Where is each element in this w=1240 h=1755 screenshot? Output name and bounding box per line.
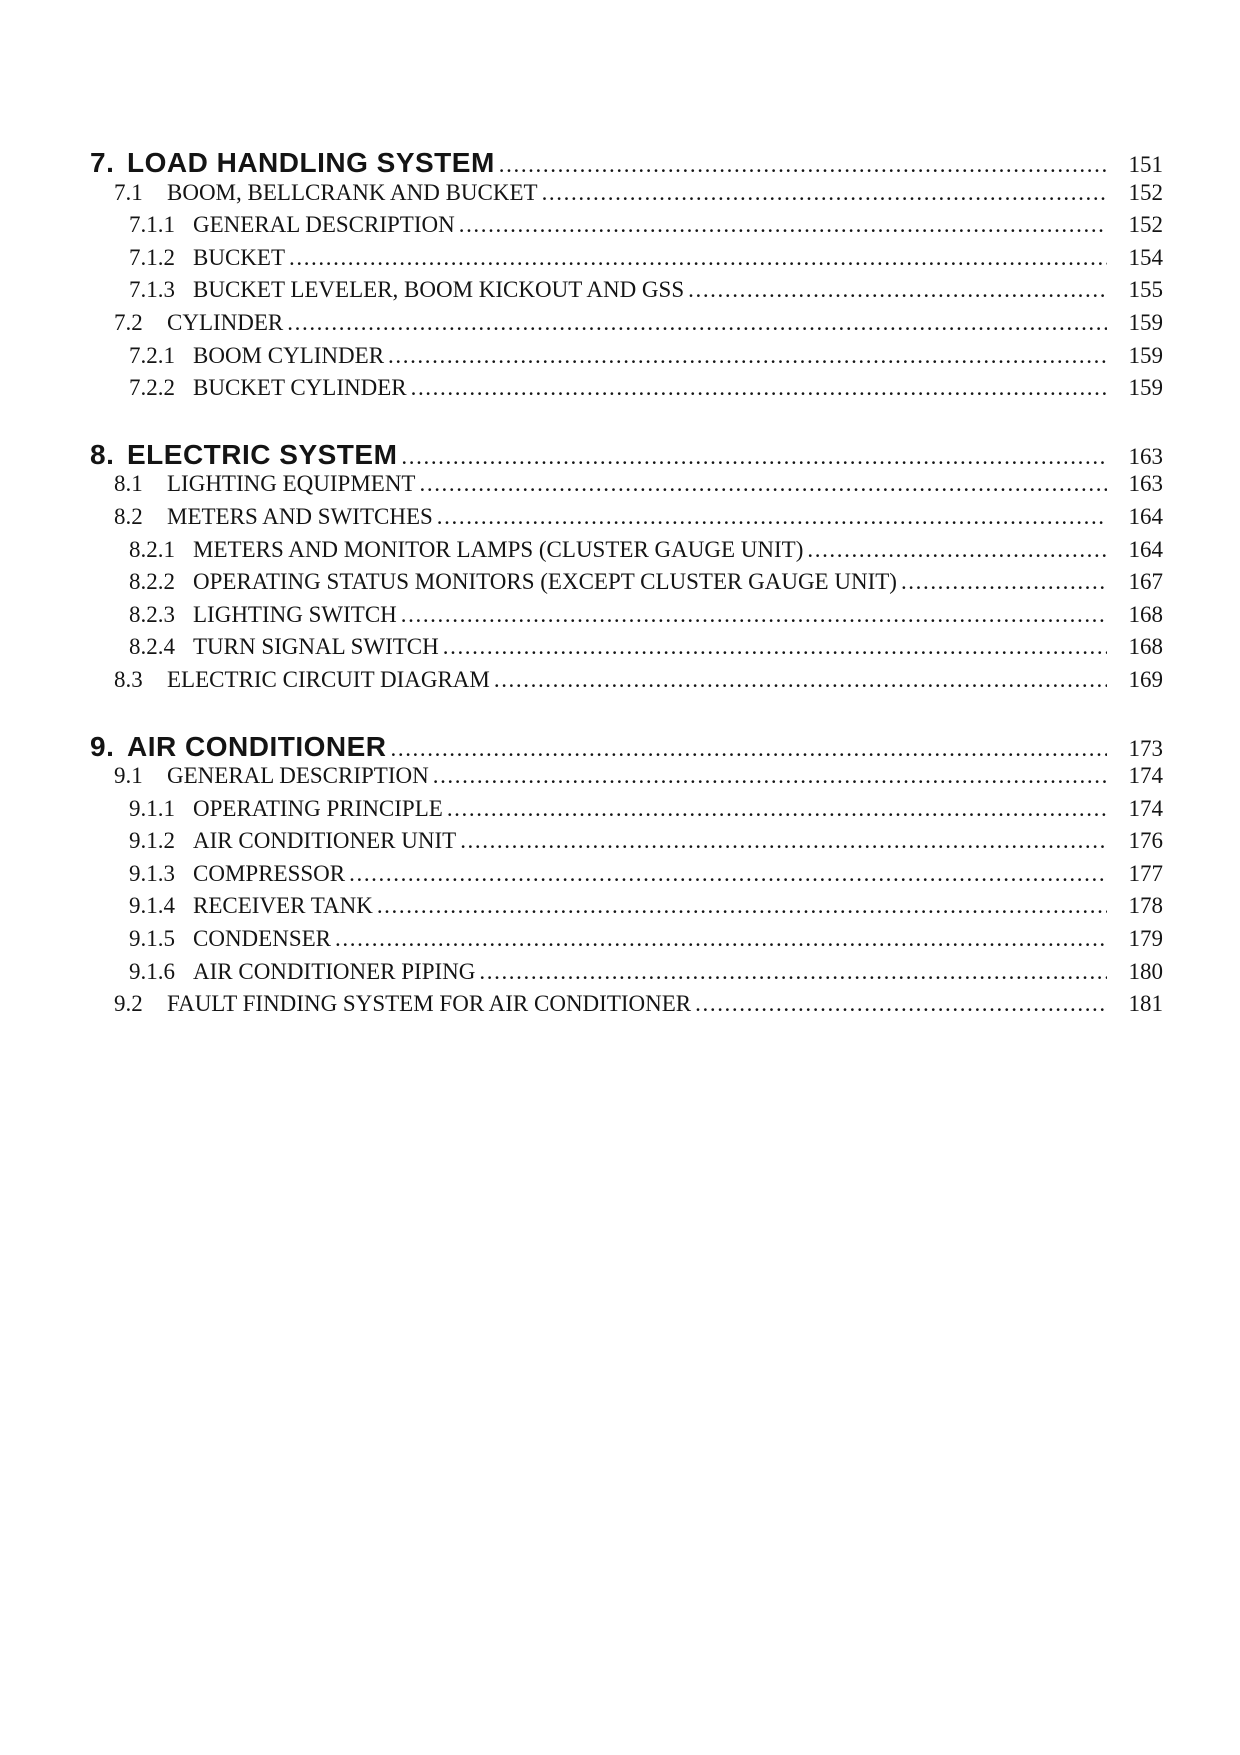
toc-section xyxy=(90,147,1163,408)
entry-page-number: 154 xyxy=(1128,244,1163,270)
entry-page-number: 164 xyxy=(1128,536,1163,562)
toc xyxy=(90,147,1163,1024)
entry-page-number: 180 xyxy=(1128,958,1163,984)
toc-section xyxy=(90,439,1163,700)
entry-title: COMPRESSOR xyxy=(193,860,346,886)
toc-entry-row xyxy=(129,926,1163,959)
entry-page-number: 152 xyxy=(1128,179,1163,205)
entry-number: 7.2.1 xyxy=(129,342,175,368)
toc-entry-row xyxy=(129,245,1163,278)
entry-number: 8.1 xyxy=(114,471,143,497)
dot-leader xyxy=(401,602,1107,628)
entry-title: GENERAL DESCRIPTION xyxy=(167,763,429,789)
entry-number: 8.3 xyxy=(114,666,143,692)
entry-number: 7.2.2 xyxy=(129,375,175,401)
entry-page-number: 169 xyxy=(1128,666,1163,692)
entry-title: OPERATING STATUS MONITORS (EXCEPT CLUSTER GAUGE UNIT) xyxy=(193,569,897,595)
entry-number: 9.1.3 xyxy=(129,860,175,886)
entry-title: BOOM, BELLCRANK AND BUCKET xyxy=(167,179,538,205)
entry-page-number: 155 xyxy=(1128,277,1163,303)
toc-entry-row xyxy=(129,796,1163,829)
dot-leader xyxy=(349,861,1107,887)
entry-page-number: 178 xyxy=(1128,893,1163,919)
toc-entry-row xyxy=(114,471,1163,504)
entry-page-number: 164 xyxy=(1128,503,1163,529)
dot-leader xyxy=(437,504,1107,530)
toc-entry-row xyxy=(129,634,1163,667)
dot-leader xyxy=(401,444,1107,470)
toc-heading-row xyxy=(90,147,1163,180)
dot-leader xyxy=(287,310,1107,336)
section-number: 8. xyxy=(90,438,115,470)
entry-number: 9.1.6 xyxy=(129,958,175,984)
section-title: ELECTRIC SYSTEM xyxy=(127,438,398,470)
toc-entry-row xyxy=(114,991,1163,1024)
entry-page-number: 152 xyxy=(1128,212,1163,238)
dot-leader xyxy=(542,180,1107,206)
toc-entry-row xyxy=(129,277,1163,310)
dot-leader xyxy=(443,634,1107,660)
entry-title: METERS AND SWITCHES xyxy=(167,503,433,529)
entry-title: BUCKET CYLINDER xyxy=(193,375,407,401)
dot-leader xyxy=(459,212,1107,238)
toc-entry-row xyxy=(114,504,1163,537)
toc-entry-row xyxy=(129,375,1163,408)
entry-page-number: 181 xyxy=(1128,991,1163,1017)
toc-heading-row xyxy=(90,439,1163,472)
entry-page-number: 159 xyxy=(1128,375,1163,401)
section-title: LOAD HANDLING SYSTEM xyxy=(127,147,495,178)
entry-title: GENERAL DESCRIPTION xyxy=(193,212,455,238)
dot-leader xyxy=(391,736,1108,762)
entry-title: CYLINDER xyxy=(167,309,284,335)
toc-entry-row xyxy=(114,667,1163,700)
entry-title: ELECTRIC CIRCUIT DIAGRAM xyxy=(167,666,490,692)
dot-leader xyxy=(494,667,1107,693)
entry-number: 9.1.4 xyxy=(129,893,175,919)
entry-number: 8.2.1 xyxy=(129,536,175,562)
entry-page-number: 159 xyxy=(1128,342,1163,368)
toc-entry-row xyxy=(129,959,1163,992)
dot-leader xyxy=(388,343,1107,369)
section-number: 7. xyxy=(90,147,115,178)
dot-leader xyxy=(460,828,1107,854)
toc-entry-row xyxy=(129,537,1163,570)
section-entries xyxy=(90,763,1163,1024)
section-page-number: 173 xyxy=(1128,735,1163,761)
entry-number: 7.1.1 xyxy=(129,212,175,238)
entry-page-number: 174 xyxy=(1128,795,1163,821)
entry-title: AIR CONDITIONER UNIT xyxy=(193,828,457,854)
toc-entry-row xyxy=(129,212,1163,245)
entry-number: 8.2.3 xyxy=(129,601,175,627)
entry-title: CONDENSER xyxy=(193,926,332,952)
entry-title: BUCKET LEVELER, BOOM KICKOUT AND GSS xyxy=(193,277,685,303)
entry-page-number: 168 xyxy=(1128,634,1163,660)
dot-leader xyxy=(901,569,1107,595)
toc-entry-row xyxy=(129,828,1163,861)
entry-page-number: 163 xyxy=(1128,471,1163,497)
toc-entry-row xyxy=(114,180,1163,213)
entry-number: 7.2 xyxy=(114,309,143,335)
toc-heading-row xyxy=(90,731,1163,764)
entry-page-number: 179 xyxy=(1128,926,1163,952)
section-number: 9. xyxy=(90,730,115,762)
entry-title: AIR CONDITIONER PIPING xyxy=(193,958,476,984)
entry-title: BUCKET xyxy=(193,244,285,270)
dot-leader xyxy=(447,796,1107,822)
dot-leader xyxy=(807,537,1107,563)
entry-page-number: 159 xyxy=(1128,309,1163,335)
toc-entry-row xyxy=(129,569,1163,602)
toc-entry-row xyxy=(129,343,1163,376)
entry-title: LIGHTING EQUIPMENT xyxy=(167,471,416,497)
dot-leader xyxy=(411,375,1107,401)
toc-entry-row xyxy=(129,893,1163,926)
section-entries xyxy=(90,471,1163,699)
entry-number: 8.2 xyxy=(114,503,143,529)
entry-number: 7.1 xyxy=(114,179,143,205)
entry-number: 9.2 xyxy=(114,991,143,1017)
entry-page-number: 176 xyxy=(1128,828,1163,854)
dot-leader xyxy=(335,926,1107,952)
toc-entry-row xyxy=(129,602,1163,635)
toc-entry-row xyxy=(114,763,1163,796)
entry-page-number: 174 xyxy=(1128,763,1163,789)
dot-leader xyxy=(377,893,1107,919)
entry-page-number: 168 xyxy=(1128,601,1163,627)
dot-leader xyxy=(499,152,1107,178)
entry-title: LIGHTING SWITCH xyxy=(193,601,397,627)
section-page-number: 163 xyxy=(1128,443,1163,469)
entry-title: OPERATING PRINCIPLE xyxy=(193,795,443,821)
entry-number: 9.1 xyxy=(114,763,143,789)
entry-title: TURN SIGNAL SWITCH xyxy=(193,634,439,660)
entry-number: 9.1.2 xyxy=(129,828,175,854)
dot-leader xyxy=(479,959,1107,985)
dot-leader xyxy=(695,991,1107,1017)
dot-leader xyxy=(420,471,1108,497)
dot-leader xyxy=(433,763,1107,789)
toc-section xyxy=(90,731,1163,1024)
toc-entry-row xyxy=(114,310,1163,343)
dot-leader xyxy=(289,245,1107,271)
entry-title: RECEIVER TANK xyxy=(193,893,373,919)
toc-entry-row xyxy=(129,861,1163,894)
entry-title: METERS AND MONITOR LAMPS (CLUSTER GAUGE UNIT) xyxy=(193,536,804,562)
entry-number: 7.1.2 xyxy=(129,244,175,270)
entry-number: 8.2.4 xyxy=(129,634,175,660)
dot-leader xyxy=(688,277,1107,303)
section-page-number: 151 xyxy=(1128,152,1163,177)
entry-number: 9.1.1 xyxy=(129,795,175,821)
entry-number: 9.1.5 xyxy=(129,926,175,952)
entry-title: FAULT FINDING SYSTEM FOR AIR CONDITIONER xyxy=(167,991,692,1017)
entry-number: 7.1.3 xyxy=(129,277,175,303)
entry-number: 8.2.2 xyxy=(129,569,175,595)
entry-title: BOOM CYLINDER xyxy=(193,342,385,368)
entry-page-number: 177 xyxy=(1128,860,1163,886)
section-entries xyxy=(90,180,1163,408)
section-title: AIR CONDITIONER xyxy=(127,730,387,762)
entry-page-number: 167 xyxy=(1128,569,1163,595)
